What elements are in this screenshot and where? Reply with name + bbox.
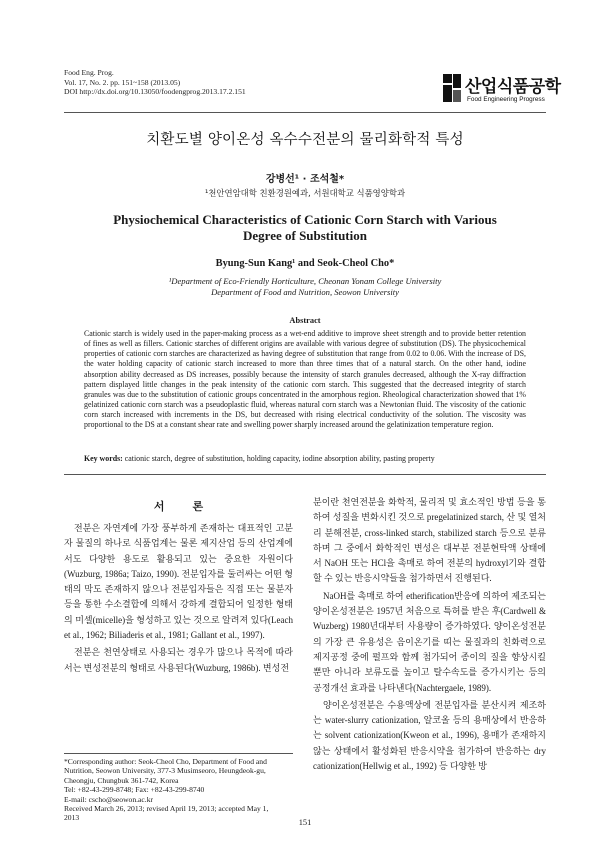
keywords-label: Key words: — [84, 454, 123, 463]
body-paragraph: 전분은 자연계에 가장 풍부하게 존재하는 대표적인 고분자 물질의 하나로 식품업계는 물론 제지산업 등의 산업계에서도 다양한 용도로 활용되고 있는 중요한 자원이다(Wuzburg, 1986a; Taizo, 1990). 전분입자를 둘러싸는 어떤 형태의 막도 존재하지 않으나 전분입자들은 직접 또는 물분자 등을 통한 수소결합에 의해서 강하게 결합되어 일정한 형태의 미셀(micelle)을 형성하고 있는 것으로 알려져 있다(Leach et al., 1962; Biliaderis et al., 1981; Gallant et al., 1997). — [64, 523, 293, 641]
footnote-line: 2013 — [64, 813, 80, 823]
abstract-divider — [64, 474, 546, 475]
keywords-text: cationic starch, degree of substitution, holding capacity, iodine absorption ability, pasting property — [122, 454, 435, 463]
body-paragraph: 양이온성전분은 수용액상에 전분입자를 분산시켜 제조하는 water-slurry cationization, 알코올 등의 용매상에서 반응하는 solvent cationization(Kweon et al., 1996), 용매가 존재하지 않는 상태에서 활성화된 반응시약을 첨가하여 반응하는 dry cationization(Hellwig et al., 1992) 등 다양한 방 — [313, 699, 546, 772]
journal-logo — [441, 72, 561, 110]
journal-volume: Vol. 17, No. 2. pp. 151~158 (2013.05) — [64, 77, 181, 87]
logo-mark-icon — [441, 72, 463, 104]
abstract-heading: Abstract — [289, 316, 321, 325]
title-english-line1: Physiochemical Characteristics of Cationic Corn Starch with Various — [113, 212, 497, 227]
footnote-line: Nutrition, Seowon University, 377-3 Musimseoro, Heungdeok-gu, — [64, 766, 266, 776]
footnote-line: Cheongju, Chungbuk 361-742, Korea — [64, 775, 179, 785]
affiliation-korean: ¹천안연암대학 친환경원예과, 서원대학교 식품영양학과 — [204, 188, 406, 198]
journal-name: Food Eng. Prog. — [64, 68, 114, 77]
keywords — [84, 454, 526, 463]
title-english — [64, 212, 546, 244]
footnote-line: Received March 26, 2013; revised April 19, 2013; accepted May 1, — [64, 804, 269, 814]
authors-korean: 강병선¹ · 조석철* — [265, 174, 345, 185]
journal-info — [64, 68, 246, 97]
authors-english: Byung-Sun Kang¹ and Seok-Cheol Cho* — [215, 258, 395, 269]
abstract-text: Cationic starch is widely used in the paper-making process as a wet-end additive to improve sheet strength and to provide better retention of fines as well as fillers. Cationic starches of different origins are available with various degree of substitution (DS). The physicochemical properties of cationic corn starches are characterized as having degree of substitution that range from 0.02 to 0.06. With the increase of DS, the water holding capacity of cationic starch increased to more than three times that of a natural starch. On the other hand, iodine absorption ability decreased as DS increases, possibly because the intensity of starch granules decreased, although the X-ray diffraction pattern displayed little changes in the peak intensity of the cationic corn starch. This suggested that the decreased integrity of starch granules was due to the substitution of cationic groups concentrated in the amorphous region. Rheological characterization showed that 1% gelatinized cationic corn starch was a pseudoplastic fluid, whereas natural corn starch was a Newtonian fluid. The viscosity of the cationic corn starch increased with increments in the DS, but decreased with rising electrical conductivity of the solution. The viscosity was proportional to the DS at a constant shear rate and swelling power sharply increased around the gelatinization temperature region. — [84, 329, 526, 430]
logo-english-text: Food Engineering Progress — [467, 96, 545, 103]
affiliation-english-line2: Department of Food and Nutrition, Seowon University — [211, 287, 399, 297]
affiliation-english-line1: ¹Department of Eco-Friendly Horticulture, Cheonan Yonam College University — [168, 276, 442, 286]
header-divider — [64, 112, 546, 113]
title-korean: 치환도별 양이온성 옥수수전분의 물리화학적 특성 — [146, 132, 464, 148]
affiliation-english — [64, 276, 546, 298]
body-paragraph: 분이란 천연전분을 화학적, 물리적 및 효소적인 방법 등을 통하여 성질을 변화시킨 것으로 pregelatinized starch, 산 및 열처리 분해전분, cross-linked starch, stabilized starch 등으로 분류하며 그 중에서 화학적인 변성은 대부분 전분현탁액 상태에서 NaOH 또는 HCl을 촉매로 하여 전분의 hydroxyl기와 결합할 수 있는 반응시약들을 첨가하면서 진행된다. — [313, 497, 546, 584]
body-paragraph: NaOH를 촉매로 하여 etherification반응에 의하여 제조되는 양이온성전분은 1957년 처음으로 특허를 받은 후(Cardwell & Wuzberg) 1980년대부터 사용량이 증가하였다. 양이온성전분의 가장 큰 유용성은 음이온기를 띠는 물질과의 친화력으로 제지공정 중에 펄프와 함께 첨가되어 종이의 질을 향상시킬 뿐만 아니라 보류도를 높이고 탈수속도를 증가시키는 등의 공정개선 효과를 나타낸다(Nachtergaele, 1989). — [313, 590, 546, 693]
body-paragraph: 전분은 천연상태로 사용되는 경우가 많으나 목적에 따라서는 변성전분의 형태로 사용된다(Wuzburg, 1986b). 변성전 — [64, 647, 293, 673]
page-number: 151 — [298, 818, 312, 827]
footnote-email[interactable]: E-mail: cscho@seowon.ac.kr — [64, 794, 154, 804]
doi-link[interactable]: DOI http://dx.doi.org/10.13050/foodengprog.2013.17.2.151 — [64, 87, 246, 97]
logo-korean-text: 산업식품공학 — [465, 77, 561, 97]
section-title: 서론 — [153, 500, 232, 513]
body-right-column — [313, 495, 546, 776]
footnote-divider — [64, 753, 293, 754]
footnote — [64, 757, 293, 823]
footnote-line: Tel: +82-43-299-8748; Fax: +82-43-299-8740 — [64, 785, 205, 795]
footnote-line: *Corresponding author: Seok-Cheol Cho, Department of Food and — [64, 757, 267, 766]
body-left-column — [64, 521, 293, 678]
title-english-line2: Degree of Substitution — [243, 228, 367, 243]
